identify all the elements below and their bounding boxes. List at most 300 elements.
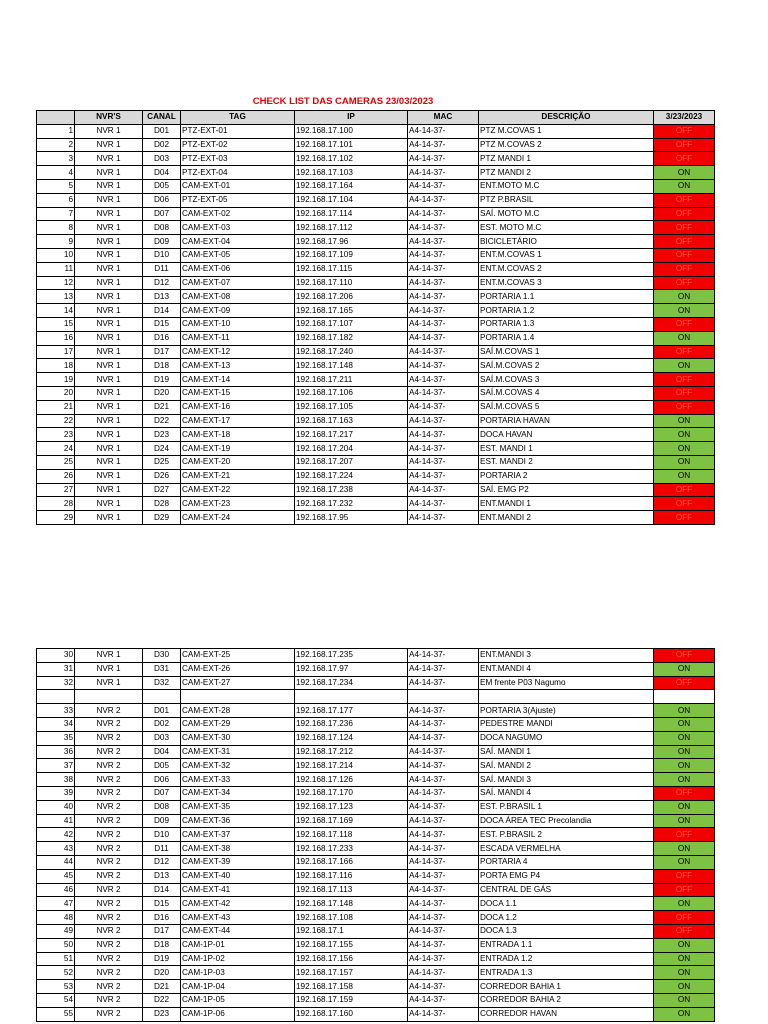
description-cell: PORTARIA 1.3 [479,317,654,331]
ip-cell: 192.168.17.106 [295,386,408,400]
table-row [37,179,715,193]
canal-cell: D11 [143,842,181,856]
nvr-cell: NVR 2 [75,704,143,718]
canal-cell: D04 [143,166,181,180]
row-number: 30 [37,649,75,663]
mac-cell: A4-14-37- [408,676,479,690]
canal-cell: D01 [143,704,181,718]
mac-cell: A4-14-37- [408,400,479,414]
table-row [37,124,715,138]
status-cell: ON [654,938,715,952]
description-cell: SAÍ. MOTO M.C [479,207,654,221]
table-row [37,869,715,883]
tag-cell: PTZ-EXT-03 [181,152,295,166]
canal-cell: D02 [143,717,181,731]
row-number: 23 [37,428,75,442]
description-cell: EM frente P03 Nagumo [479,676,654,690]
description-cell: DOCA 1.3 [479,924,654,938]
mac-cell: A4-14-37- [408,248,479,262]
canal-cell: D23 [143,428,181,442]
status-cell: ON [654,428,715,442]
description-cell: SAÍ.M.COVAS 3 [479,373,654,387]
description-cell: ENT.MOTO M.C [479,179,654,193]
row-number: 2 [37,138,75,152]
ip-cell: 192.168.17.182 [295,331,408,345]
status-cell: ON [654,842,715,856]
table-row [37,276,715,290]
canal-cell: D19 [143,952,181,966]
ip-cell: 192.168.17.204 [295,442,408,456]
tag-cell: CAM-1P-01 [181,938,295,952]
description-cell: ENT.M.COVAS 3 [479,276,654,290]
ip-cell: 192.168.17.170 [295,786,408,800]
tag-cell: CAM-EXT-18 [181,428,295,442]
nvr-cell: NVR 2 [75,731,143,745]
mac-cell: A4-14-37- [408,869,479,883]
nvr-cell: NVR 2 [75,855,143,869]
canal-cell: D11 [143,262,181,276]
ip-cell: 192.168.17.214 [295,759,408,773]
description-cell: EST. P.BRASIL 2 [479,828,654,842]
description-cell: CORREDOR BAHIA 2 [479,993,654,1007]
description-cell: EST. MANDI 2 [479,455,654,469]
description-cell: PTZ M.COVAS 1 [479,124,654,138]
table-row [37,138,715,152]
tag-cell: CAM-EXT-31 [181,745,295,759]
table-row [37,980,715,994]
canal-cell: D25 [143,455,181,469]
row-number: 15 [37,317,75,331]
mac-cell: A4-14-37- [408,221,479,235]
ip-cell: 192.168.17.113 [295,883,408,897]
table-row [37,745,715,759]
status-cell: OFF [654,235,715,249]
tag-cell: CAM-EXT-27 [181,676,295,690]
mac-cell: A4-14-37- [408,745,479,759]
nvr-cell: NVR 1 [75,386,143,400]
canal-cell: D21 [143,400,181,414]
status-cell: OFF [654,869,715,883]
tag-cell: CAM-EXT-19 [181,442,295,456]
row-number: 4 [37,166,75,180]
description-cell: CENTRAL DE GÁS [479,883,654,897]
nvr-cell: NVR 1 [75,400,143,414]
ip-cell: 192.168.17.240 [295,345,408,359]
tag-cell: CAM-EXT-20 [181,455,295,469]
description-cell: DOCA 1.2 [479,911,654,925]
nvr-cell: NVR 2 [75,911,143,925]
status-cell: ON [654,166,715,180]
header-nvr: NVR'S [75,111,143,125]
ip-cell: 192.168.17.100 [295,124,408,138]
table-row [37,717,715,731]
ip-cell: 192.168.17.118 [295,828,408,842]
description-cell: PORTARIA HAVAN [479,414,654,428]
status-cell: OFF [654,276,715,290]
tag-cell: CAM-EXT-21 [181,469,295,483]
row-number: 51 [37,952,75,966]
tag-cell: CAM-EXT-35 [181,800,295,814]
nvr-cell: NVR 2 [75,828,143,842]
nvr-cell: NVR 1 [75,221,143,235]
tag-cell: CAM-EXT-07 [181,276,295,290]
canal-cell: D18 [143,359,181,373]
row-number [37,690,75,704]
mac-cell [408,690,479,704]
tag-cell: CAM-EXT-23 [181,497,295,511]
row-number: 9 [37,235,75,249]
nvr-cell: NVR 2 [75,1007,143,1021]
table-row [37,317,715,331]
canal-cell: D01 [143,124,181,138]
status-cell: OFF [654,676,715,690]
description-cell: ENT.M.COVAS 2 [479,262,654,276]
ip-cell: 192.168.17.148 [295,897,408,911]
canal-cell: D13 [143,869,181,883]
row-number: 20 [37,386,75,400]
table-row [37,511,715,525]
row-number: 7 [37,207,75,221]
tag-cell: CAM-EXT-09 [181,304,295,318]
status-cell: OFF [654,497,715,511]
ip-cell: 192.168.17.159 [295,993,408,1007]
row-number: 29 [37,511,75,525]
row-number: 16 [37,331,75,345]
nvr-cell: NVR 1 [75,304,143,318]
ip-cell: 192.168.17.163 [295,414,408,428]
ip-cell: 192.168.17.116 [295,869,408,883]
ip-cell: 192.168.17.123 [295,800,408,814]
status-cell: ON [654,731,715,745]
tag-cell: PTZ-EXT-04 [181,166,295,180]
mac-cell: A4-14-37- [408,814,479,828]
canal-cell: D14 [143,304,181,318]
ip-cell: 192.168.17.166 [295,855,408,869]
nvr-cell: NVR 2 [75,980,143,994]
canal-cell: D23 [143,1007,181,1021]
table-row [37,911,715,925]
ip-cell: 192.168.17.155 [295,938,408,952]
tag-cell: CAM-EXT-02 [181,207,295,221]
table-row [37,442,715,456]
row-number: 24 [37,442,75,456]
status-cell: ON [654,855,715,869]
nvr-cell: NVR 2 [75,883,143,897]
nvr-cell: NVR 1 [75,511,143,525]
table-row [37,855,715,869]
ip-cell: 192.168.17.97 [295,662,408,676]
mac-cell: A4-14-37- [408,124,479,138]
nvr-cell: NVR 1 [75,345,143,359]
status-cell: OFF [654,786,715,800]
canal-cell: D06 [143,773,181,787]
tag-cell: CAM-EXT-42 [181,897,295,911]
description-cell: PORTARIA 1.2 [479,304,654,318]
tag-cell: CAM-EXT-22 [181,483,295,497]
status-cell: OFF [654,124,715,138]
row-number: 52 [37,966,75,980]
tag-cell: CAM-EXT-36 [181,814,295,828]
row-number: 6 [37,193,75,207]
status-cell: OFF [654,649,715,663]
status-cell [654,690,715,704]
table-row [37,455,715,469]
canal-cell: D07 [143,207,181,221]
nvr-cell: NVR 1 [75,649,143,663]
canal-cell: D05 [143,759,181,773]
description-cell: ENTRADA 1.1 [479,938,654,952]
mac-cell: A4-14-37- [408,511,479,525]
mac-cell: A4-14-37- [408,911,479,925]
canal-cell: D05 [143,179,181,193]
mac-cell: A4-14-37- [408,455,479,469]
tag-cell: CAM-1P-04 [181,980,295,994]
row-number: 44 [37,855,75,869]
nvr-cell: NVR 1 [75,248,143,262]
page-title: CHECK LIST DAS CAMERAS 23/03/2023 [252,96,434,107]
ip-cell: 192.168.17.211 [295,373,408,387]
table-row [37,662,715,676]
description-cell: SAÍ.M.COVAS 4 [479,386,654,400]
ip-cell: 192.168.17.224 [295,469,408,483]
ip-cell: 192.168.17.103 [295,166,408,180]
table-row [37,731,715,745]
tag-cell: CAM-1P-05 [181,993,295,1007]
tag-cell: CAM-EXT-12 [181,345,295,359]
tag-cell: CAM-EXT-04 [181,235,295,249]
nvr-cell: NVR 1 [75,442,143,456]
description-cell: SAÍ. MANDI 2 [479,759,654,773]
tag-cell: CAM-1P-03 [181,966,295,980]
tag-cell: CAM-EXT-39 [181,855,295,869]
table-row [37,786,715,800]
tag-cell: CAM-EXT-08 [181,290,295,304]
status-cell: ON [654,897,715,911]
status-cell: ON [654,455,715,469]
description-cell: SAÍ.M.COVAS 5 [479,400,654,414]
canal-cell: D03 [143,152,181,166]
status-cell: OFF [654,248,715,262]
ip-cell: 192.168.17.169 [295,814,408,828]
table-row [37,883,715,897]
blank-row [37,690,715,704]
canal-cell: D12 [143,855,181,869]
status-cell: OFF [654,138,715,152]
status-cell: OFF [654,483,715,497]
description-cell: SAÍ. MANDI 1 [479,745,654,759]
description-cell: ENT.MANDI 2 [479,511,654,525]
table-row [37,345,715,359]
row-number: 32 [37,676,75,690]
row-number: 26 [37,469,75,483]
ip-cell: 192.168.17.165 [295,304,408,318]
ip-cell: 192.168.17.101 [295,138,408,152]
mac-cell: A4-14-37- [408,373,479,387]
mac-cell: A4-14-37- [408,331,479,345]
ip-cell: 192.168.17.115 [295,262,408,276]
nvr-cell: NVR 2 [75,745,143,759]
header-num [37,111,75,125]
ip-cell: 192.168.17.233 [295,842,408,856]
table-row [37,1007,715,1021]
mac-cell: A4-14-37- [408,193,479,207]
status-cell: ON [654,1007,715,1021]
row-number: 46 [37,883,75,897]
description-cell: EST. MOTO M.C [479,221,654,235]
row-number: 38 [37,773,75,787]
mac-cell: A4-14-37- [408,649,479,663]
status-cell: OFF [654,883,715,897]
canal-cell: D08 [143,800,181,814]
canal-cell: D20 [143,966,181,980]
ip-cell: 192.168.17.207 [295,455,408,469]
tag-cell: CAM-EXT-13 [181,359,295,373]
status-cell: ON [654,359,715,373]
mac-cell: A4-14-37- [408,262,479,276]
nvr-cell: NVR 1 [75,483,143,497]
nvr-cell: NVR 1 [75,207,143,221]
status-cell: ON [654,704,715,718]
status-cell: OFF [654,193,715,207]
canal-cell: D17 [143,924,181,938]
canal-cell: D28 [143,497,181,511]
description-cell: EST. MANDI 1 [479,442,654,456]
status-cell: ON [654,717,715,731]
nvr-cell: NVR 1 [75,262,143,276]
row-number: 34 [37,717,75,731]
ip-cell: 192.168.17.235 [295,649,408,663]
row-number: 12 [37,276,75,290]
ip-cell: 192.168.17.1 [295,924,408,938]
table-row [37,814,715,828]
nvr-cell: NVR 2 [75,786,143,800]
status-cell: ON [654,304,715,318]
table-row [37,428,715,442]
row-number: 5 [37,179,75,193]
canal-cell [143,690,181,704]
description-cell: PORTARIA 4 [479,855,654,869]
nvr-cell: NVR 2 [75,869,143,883]
tag-cell: CAM-EXT-44 [181,924,295,938]
status-cell: OFF [654,400,715,414]
table-row [37,773,715,787]
tag-cell: CAM-EXT-01 [181,179,295,193]
nvr-cell: NVR 1 [75,193,143,207]
mac-cell: A4-14-37- [408,290,479,304]
tag-cell: CAM-EXT-40 [181,869,295,883]
nvr-cell: NVR 1 [75,331,143,345]
nvr-cell: NVR 2 [75,814,143,828]
ip-cell: 192.168.17.238 [295,483,408,497]
status-cell: ON [654,966,715,980]
table-row [37,469,715,483]
tag-cell: CAM-EXT-05 [181,248,295,262]
status-cell: OFF [654,511,715,525]
row-number: 55 [37,1007,75,1021]
nvr-cell: NVR 2 [75,993,143,1007]
table-row [37,331,715,345]
status-cell: ON [654,662,715,676]
status-cell: ON [654,952,715,966]
canal-cell: D24 [143,442,181,456]
description-cell: DOCA NAGUMO [479,731,654,745]
ip-cell: 192.168.17.109 [295,248,408,262]
canal-cell: D02 [143,138,181,152]
canal-cell: D15 [143,317,181,331]
mac-cell: A4-14-37- [408,980,479,994]
table-row [37,938,715,952]
status-cell: ON [654,993,715,1007]
tag-cell: CAM-EXT-16 [181,400,295,414]
row-number: 54 [37,993,75,1007]
ip-cell: 192.168.17.157 [295,966,408,980]
row-number: 22 [37,414,75,428]
nvr-cell: NVR 1 [75,469,143,483]
description-cell: PORTARIA 3(Ajuste) [479,704,654,718]
table-row [37,359,715,373]
mac-cell: A4-14-37- [408,386,479,400]
description-cell: DOCA 1.1 [479,897,654,911]
row-number: 10 [37,248,75,262]
canal-cell: D22 [143,414,181,428]
status-cell: OFF [654,262,715,276]
row-number: 13 [37,290,75,304]
nvr-cell: NVR 1 [75,428,143,442]
status-cell: ON [654,442,715,456]
row-number: 31 [37,662,75,676]
ip-cell: 192.168.17.110 [295,276,408,290]
table-row [37,207,715,221]
mac-cell: A4-14-37- [408,938,479,952]
status-cell: OFF [654,386,715,400]
tag-cell: CAM-EXT-38 [181,842,295,856]
nvr-cell: NVR 2 [75,924,143,938]
table-row [37,248,715,262]
canal-cell: D13 [143,290,181,304]
ip-cell: 192.168.17.217 [295,428,408,442]
description-cell: PORTARIA 1.4 [479,331,654,345]
ip-cell: 192.168.17.206 [295,290,408,304]
nvr-cell: NVR 2 [75,897,143,911]
nvr-cell: NVR 1 [75,276,143,290]
camera-checklist-table-top [36,110,715,525]
ip-cell: 192.168.17.107 [295,317,408,331]
canal-cell: D03 [143,731,181,745]
header-row [37,111,715,125]
header-canal: CANAL [143,111,181,125]
status-cell: OFF [654,221,715,235]
tag-cell: CAM-EXT-43 [181,911,295,925]
description-cell: CORREDOR BAHIA 1 [479,980,654,994]
ip-cell: 192.168.17.164 [295,179,408,193]
table-row [37,649,715,663]
canal-cell: D06 [143,193,181,207]
status-cell: ON [654,414,715,428]
description-cell: PORTARIA 2 [479,469,654,483]
nvr-cell [75,690,143,704]
nvr-cell: NVR 2 [75,800,143,814]
description-cell: SAÍ.M.COVAS 2 [479,359,654,373]
mac-cell: A4-14-37- [408,179,479,193]
ip-cell: 192.168.17.158 [295,980,408,994]
description-cell: ENTRADA 1.3 [479,966,654,980]
canal-cell: D19 [143,373,181,387]
ip-cell: 192.168.17.112 [295,221,408,235]
row-number: 28 [37,497,75,511]
mac-cell: A4-14-37- [408,786,479,800]
table-row [37,373,715,387]
mac-cell: A4-14-37- [408,469,479,483]
